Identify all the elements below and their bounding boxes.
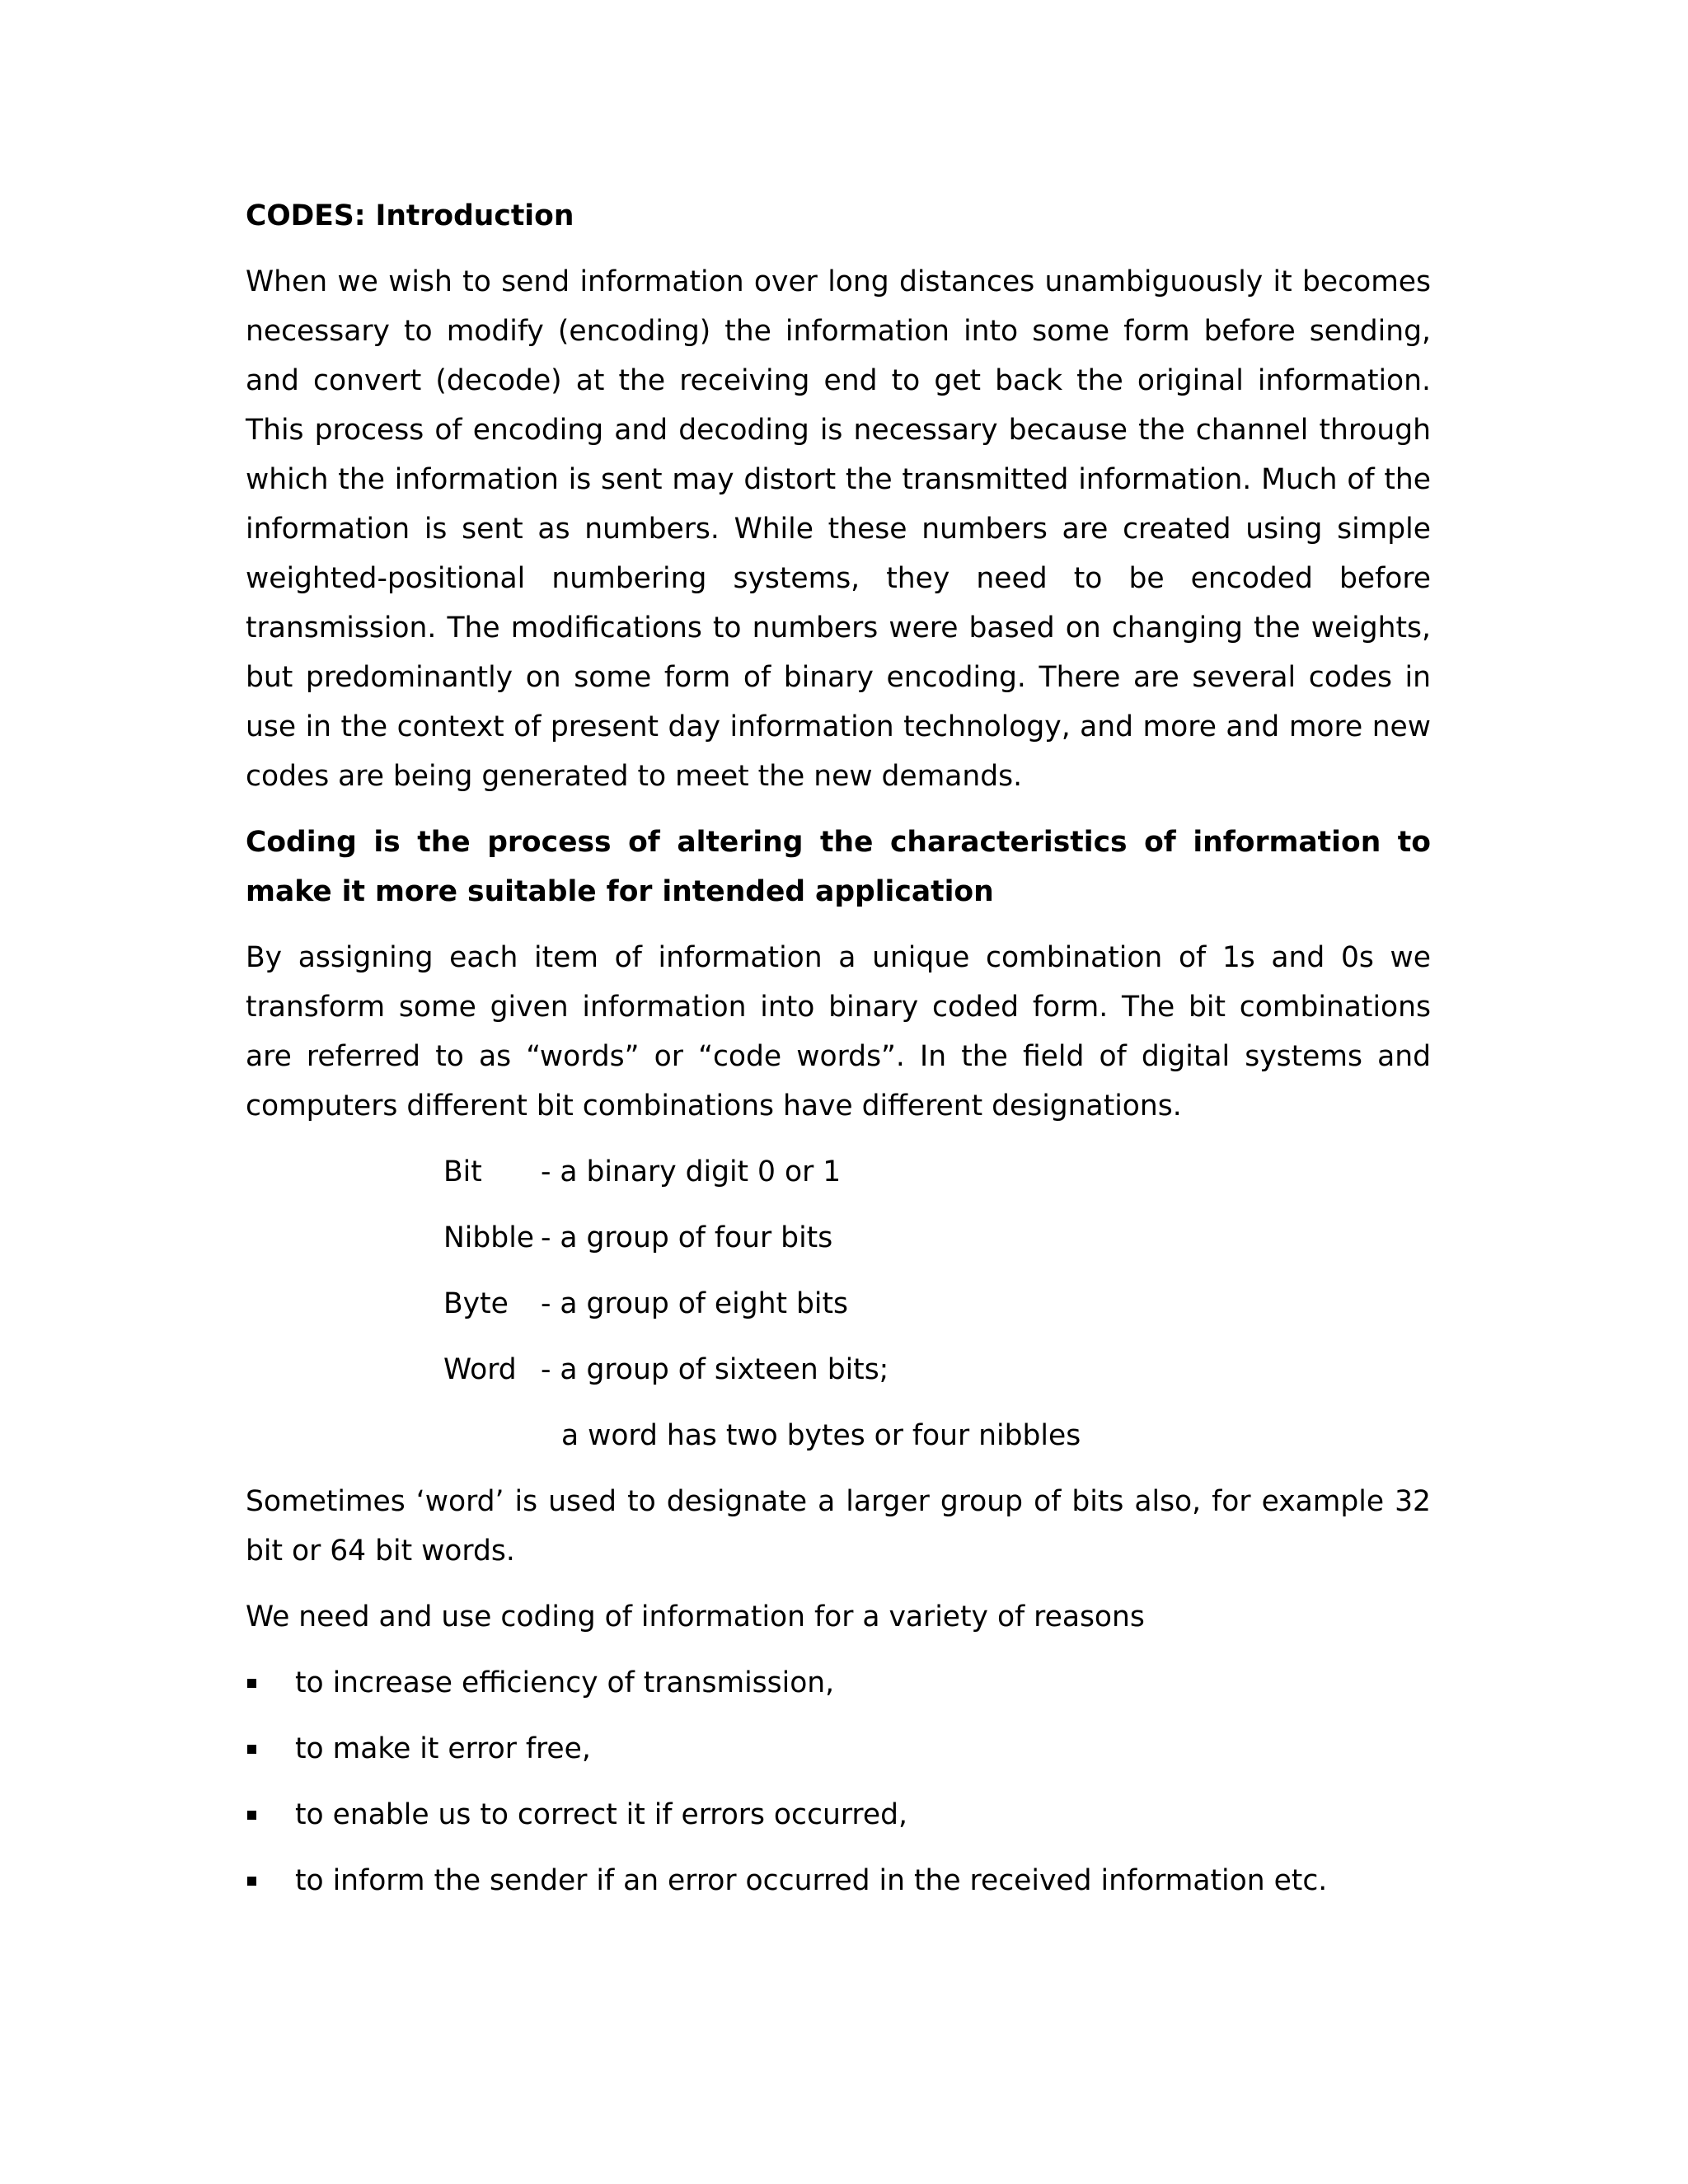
definition-text: - a group of sixteen bits; xyxy=(541,1353,889,1386)
list-item-text: to increase efficiency of transmission, xyxy=(295,1666,835,1699)
square-bullet-icon xyxy=(247,1679,256,1688)
definition-row-word xyxy=(443,1345,1431,1394)
definition-text: - a group of eight bits xyxy=(541,1287,848,1320)
document-content xyxy=(246,191,1431,1922)
reasons-intro: We need and use coding of information for a variety of reasons xyxy=(246,1601,1145,1633)
word-paragraph: Sometimes ‘word’ is used to designate a larger group of bits also, for example 32 bit or 64 bit words. xyxy=(246,1485,1431,1568)
definition-term: Bit xyxy=(443,1155,482,1188)
square-bullet-icon xyxy=(247,1811,256,1820)
list-item xyxy=(246,1658,1431,1708)
list-item-text: to inform the sender if an error occurred in the received information etc. xyxy=(295,1864,1328,1897)
intro-paragraph: When we wish to send information over long distances unambiguously it becomes necessary to modify (encoding) the information into some form before sending, and convert (decode) at the receiving end to get back the original information. This process of encoding and decoding is necessary because the channel through which the information is sent may distort the transmitted information. Much of the information is sent as numbers. While these numbers are created using simple weighted-positional numbering systems, they need to be encoded before transmission. The modifications to numbers were based on changing the weights, but predominantly on some form of binary encoding. There are several codes in use in the context of present day information technology, and more and more new codes are being generated to meet the new demands. xyxy=(246,265,1431,793)
page-title: CODES: Introduction xyxy=(246,199,574,232)
definition-row-nibble xyxy=(443,1213,1431,1263)
binary-paragraph: By assigning each item of information a unique combination of 1s and 0s we transform some given information into binary coded form. The bit combinations are referred to as “words” or “code words”. In the field of digital systems and computers different bit combinations have different designations. xyxy=(246,941,1431,1122)
definition-row-byte xyxy=(443,1279,1431,1329)
list-item-text: to enable us to correct it if errors occurred, xyxy=(295,1798,907,1831)
definition-text: - a group of four bits xyxy=(541,1221,833,1254)
word-note: a word has two bytes or four nibbles xyxy=(561,1419,1081,1452)
list-item-text: to make it error free, xyxy=(295,1732,591,1765)
square-bullet-icon xyxy=(247,1877,256,1886)
definition-term: Word xyxy=(443,1353,517,1386)
definition-text: - a binary digit 0 or 1 xyxy=(541,1155,842,1188)
list-item xyxy=(246,1724,1431,1774)
reasons-list xyxy=(246,1658,1431,1905)
definition-statement: Coding is the process of altering the characteristics of information to make it more suitable for intended application xyxy=(246,826,1431,908)
definition-term: Nibble xyxy=(443,1221,535,1254)
square-bullet-icon xyxy=(247,1745,256,1754)
list-item xyxy=(246,1790,1431,1840)
definition-term: Byte xyxy=(443,1287,509,1320)
definition-row-bit xyxy=(443,1147,1431,1197)
definition-list xyxy=(443,1147,1431,1460)
list-item xyxy=(246,1856,1431,1905)
